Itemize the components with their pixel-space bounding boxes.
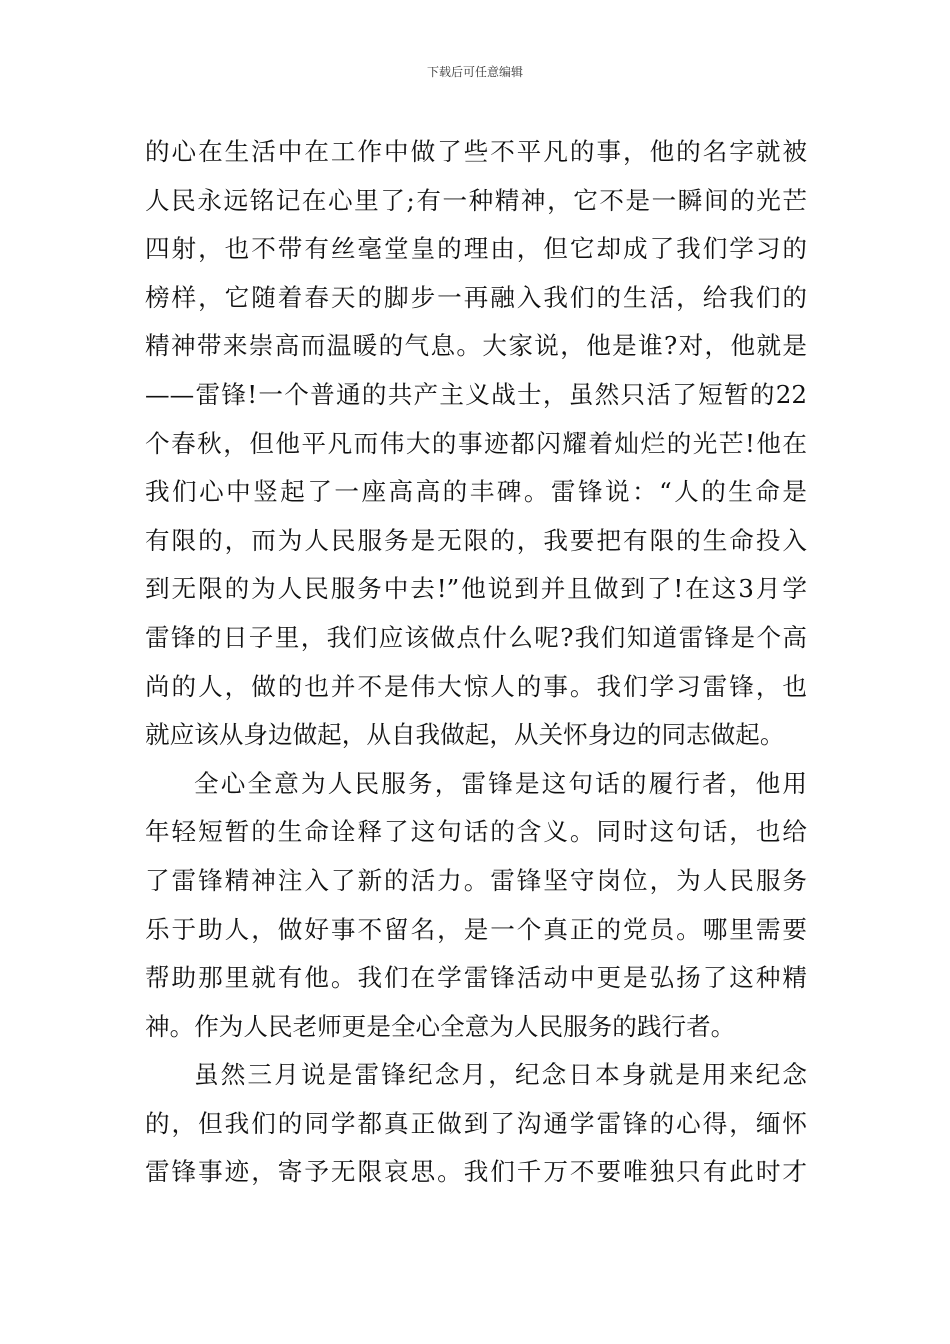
text-line: 雷锋事迹，寄予无限哀思。我们千万不要唯独只有此时才	[145, 1157, 807, 1187]
page-header: 下载后可任意编辑	[426, 65, 523, 79]
text-line: 榜样，它随着春天的脚步一再融入我们的生活，给我们的	[145, 282, 807, 312]
paragraph-1	[145, 128, 807, 760]
text-line: 精神带来崇高而温暖的气息。大家说，他是谁?对，他就是	[145, 331, 807, 361]
text-line: 雷锋的日子里，我们应该做点什么呢?我们知道雷锋是个高	[145, 622, 807, 652]
text-line: 有限的，而为人民服务是无限的，我要把有限的生命投入	[145, 525, 807, 555]
text-line: 神。作为人民老师更是全心全意为人民服务的践行者。	[145, 1011, 736, 1041]
text-line: 的，但我们的同学都真正做到了沟通学雷锋的心得，缅怀	[145, 1108, 807, 1138]
text-line: 的心在生活中在工作中做了些不平凡的事，他的名字就被	[145, 137, 807, 166]
paragraph-2	[145, 760, 807, 1052]
text-line: 帮助那里就有他。我们在学雷锋活动中更是弘扬了这种精	[145, 963, 807, 993]
text-line: 四射，也不带有丝毫堂皇的理由，但它却成了我们学习的	[145, 234, 807, 264]
text-line: 个春秋，但他平凡而伟大的事迹都闪耀着灿烂的光芒!他在	[145, 428, 807, 458]
text-line: 了雷锋精神注入了新的活力。雷锋坚守岗位，为人民服务	[145, 865, 807, 895]
text-line: 虽然三月说是雷锋纪念月，纪念日本身就是用来纪念	[194, 1060, 807, 1090]
text-line: ——雷锋!一个普通的共产主义战士，虽然只活了短暂的22	[145, 379, 807, 409]
text-line: 尚的人，做的也并不是伟大惊人的事。我们学习雷锋，也	[145, 671, 807, 701]
text-line: 到无限的为人民服务中去!”他说到并且做到了!在这3月学	[145, 574, 807, 604]
text-line: 人民永远铭记在心里了;有一种精神，它不是一瞬间的光芒	[145, 185, 807, 215]
text-line: 乐于助人，做好事不留名，是一个真正的党员。哪里需要	[145, 914, 807, 944]
text-line: 就应该从身边做起，从自我做起，从关怀身边的同志做起。	[145, 720, 785, 750]
text-line: 我们心中竖起了一座高高的丰碑。雷锋说：“人的生命是	[145, 477, 807, 507]
text-line: 年轻短暂的生命诠释了这句话的含义。同时这句话，也给	[145, 817, 807, 847]
document-body	[145, 128, 807, 1197]
paragraph-3	[145, 1051, 807, 1197]
text-line: 全心全意为人民服务，雷锋是这句话的履行者，他用	[194, 768, 807, 798]
